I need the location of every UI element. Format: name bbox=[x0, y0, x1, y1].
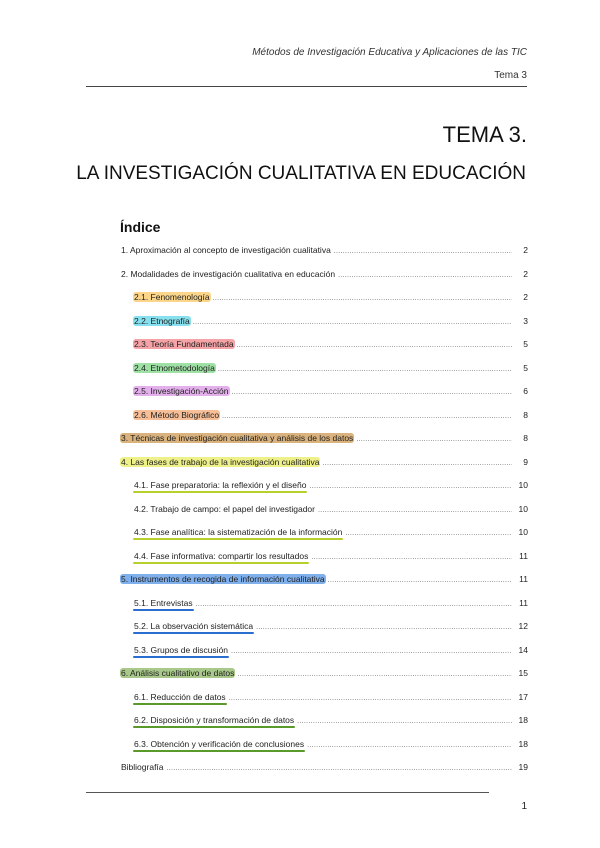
toc-dot-leader bbox=[309, 480, 512, 490]
toc-entry[interactable] bbox=[133, 547, 528, 561]
toc-entry[interactable] bbox=[120, 758, 528, 772]
toc-entry-page: 17 bbox=[518, 691, 528, 702]
toc-entry-label: 6.2. Disposición y transformación de datos bbox=[133, 715, 295, 725]
toc-entry-label: 2.1. Fenomenología bbox=[134, 292, 210, 302]
toc-entry-label: 5. Instrumentos de recogida de información cualitativa bbox=[121, 574, 325, 584]
toc-entry-label: 2.6. Método Biográfico bbox=[134, 409, 220, 420]
toc-entry-page: 9 bbox=[523, 456, 528, 467]
toc-dot-leader bbox=[237, 339, 512, 349]
header-divider bbox=[86, 86, 527, 87]
toc-entry-page: 14 bbox=[518, 644, 528, 655]
toc-entry[interactable] bbox=[133, 406, 528, 420]
toc-entry-label: 5.3. Grupos de discusión bbox=[133, 645, 229, 655]
toc-dot-leader bbox=[328, 574, 512, 584]
toc-entry-page: 5 bbox=[523, 362, 528, 373]
toc-entry-label: 4.4. Fase informativa: compartir los resultados bbox=[133, 551, 309, 561]
toc-entry-page: 10 bbox=[518, 480, 528, 490]
toc-dot-leader bbox=[196, 598, 512, 608]
running-header-unit: Tema 3 bbox=[494, 70, 527, 81]
toc-dot-leader bbox=[338, 269, 512, 279]
toc-entry-page: 18 bbox=[518, 715, 528, 725]
toc-dot-leader bbox=[232, 386, 513, 396]
toc-entry[interactable] bbox=[133, 641, 528, 655]
toc-entry-page: 15 bbox=[518, 668, 528, 678]
toc-entry-page: 2 bbox=[523, 268, 528, 279]
toc-entry-label: 4.2. Trabajo de campo: el papel del investigador bbox=[134, 503, 315, 514]
toc-entry[interactable] bbox=[133, 500, 528, 514]
pen-underline bbox=[133, 656, 229, 658]
toc-entry-label: 4. Las fases de trabajo de la investigación cualitativa bbox=[121, 456, 320, 467]
toc-entry[interactable] bbox=[120, 453, 528, 467]
toc-entry-label: 6.1. Reducción de datos bbox=[133, 692, 227, 702]
pen-underline bbox=[133, 750, 305, 752]
toc-entry-page: 8 bbox=[523, 409, 528, 420]
toc-entry-label: 2.4. Etnometodología bbox=[134, 362, 215, 373]
toc-entry-label: 2. Modalidades de investigación cualitativa en educación bbox=[121, 268, 336, 279]
toc-entry-page: 11 bbox=[519, 550, 528, 561]
footer-divider bbox=[86, 792, 489, 793]
toc-dot-leader bbox=[307, 739, 512, 749]
toc-entry-label: 5.2. La observación sistemática bbox=[133, 621, 254, 631]
toc-entry-page: 2 bbox=[523, 245, 528, 255]
toc-entry[interactable] bbox=[133, 523, 528, 537]
toc-dot-leader bbox=[322, 457, 512, 467]
toc-entry[interactable] bbox=[120, 570, 528, 584]
index-heading: Índice bbox=[120, 219, 161, 235]
toc-entry-label: 6.3. Obtención y verificación de conclusiones bbox=[133, 739, 305, 749]
toc-entry[interactable] bbox=[133, 335, 528, 349]
toc-entry-page: 3 bbox=[523, 315, 528, 326]
toc-dot-leader bbox=[356, 433, 512, 443]
toc-entry-label: 2.3. Teoría Fundamentada bbox=[134, 339, 234, 349]
toc-dot-leader bbox=[345, 527, 512, 537]
toc-entry-label: 1. Aproximación al concepto de investigación cualitativa bbox=[121, 245, 331, 255]
toc-entry-page: 18 bbox=[518, 738, 528, 749]
toc-dot-leader bbox=[237, 668, 512, 678]
toc-entry-page: 10 bbox=[518, 503, 528, 514]
toc-dot-leader bbox=[256, 621, 512, 631]
toc-entry[interactable] bbox=[133, 688, 528, 702]
toc-dot-leader bbox=[231, 645, 512, 655]
toc-dot-leader bbox=[193, 316, 512, 326]
toc-entry[interactable] bbox=[133, 382, 528, 396]
toc-entry-label: 6. Análisis cualitativo de datos bbox=[121, 668, 235, 678]
toc-entry-label: 4.3. Fase analítica: la sistematización de la información bbox=[133, 527, 343, 537]
toc-entry-page: 11 bbox=[519, 574, 528, 584]
toc-entry[interactable] bbox=[120, 664, 528, 678]
pen-underline bbox=[133, 726, 295, 728]
toc-entry[interactable] bbox=[133, 359, 528, 373]
toc-entry[interactable] bbox=[133, 288, 528, 302]
toc-dot-leader bbox=[229, 692, 512, 702]
toc-dot-leader bbox=[311, 551, 512, 561]
toc-entry-page: 2 bbox=[523, 292, 528, 302]
toc-entry[interactable] bbox=[120, 265, 528, 279]
toc-entry[interactable] bbox=[133, 711, 528, 725]
page-number: 1 bbox=[521, 801, 527, 812]
toc-entry-page: 19 bbox=[518, 762, 528, 772]
toc-entry-label: 2.2. Etnografía bbox=[134, 315, 190, 326]
pen-underline bbox=[133, 609, 194, 611]
toc-dot-leader bbox=[167, 762, 512, 772]
toc-dot-leader bbox=[334, 245, 512, 255]
chapter-number: TEMA 3. bbox=[442, 122, 527, 147]
toc-entry[interactable] bbox=[133, 312, 528, 326]
toc-entry-page: 6 bbox=[523, 386, 528, 396]
toc-entry[interactable] bbox=[133, 594, 528, 608]
chapter-title: LA INVESTIGACIÓN CUALITATIVA EN EDUCACIÓN bbox=[76, 163, 526, 184]
toc-dot-leader bbox=[218, 363, 512, 373]
toc-entry-page: 5 bbox=[523, 339, 528, 349]
pen-underline bbox=[133, 562, 309, 564]
toc-entry[interactable] bbox=[120, 429, 528, 443]
toc-dot-leader bbox=[297, 715, 512, 725]
toc-entry-label: 5.1. Entrevistas bbox=[133, 598, 194, 608]
toc-entry-label: Bibliografía bbox=[121, 762, 164, 772]
toc-entry-page: 8 bbox=[523, 433, 528, 443]
pen-underline bbox=[133, 538, 343, 540]
toc-entry[interactable] bbox=[133, 476, 528, 490]
toc-entry[interactable] bbox=[120, 241, 528, 255]
toc-entry-label: 4.1. Fase preparatoria: la reflexión y el diseño bbox=[133, 480, 307, 490]
pen-underline bbox=[133, 632, 254, 634]
pen-underline bbox=[133, 491, 307, 493]
toc-entry[interactable] bbox=[133, 617, 528, 631]
toc-entry-label: 3. Técnicas de investigación cualitativa y análisis de los datos bbox=[121, 433, 354, 443]
toc-entry-page: 11 bbox=[519, 597, 528, 608]
toc-dot-leader bbox=[222, 410, 512, 420]
toc-entry-page: 10 bbox=[518, 527, 528, 537]
toc-entry-page: 12 bbox=[518, 621, 528, 631]
toc-entry[interactable] bbox=[133, 735, 528, 749]
pen-underline bbox=[133, 703, 227, 705]
toc-dot-leader bbox=[213, 292, 512, 302]
toc-entry-label: 2.5. Investigación-Acción bbox=[134, 386, 229, 396]
toc-dot-leader bbox=[318, 504, 512, 514]
running-header-course: Métodos de Investigación Educativa y Aplicaciones de las TIC bbox=[252, 47, 527, 58]
